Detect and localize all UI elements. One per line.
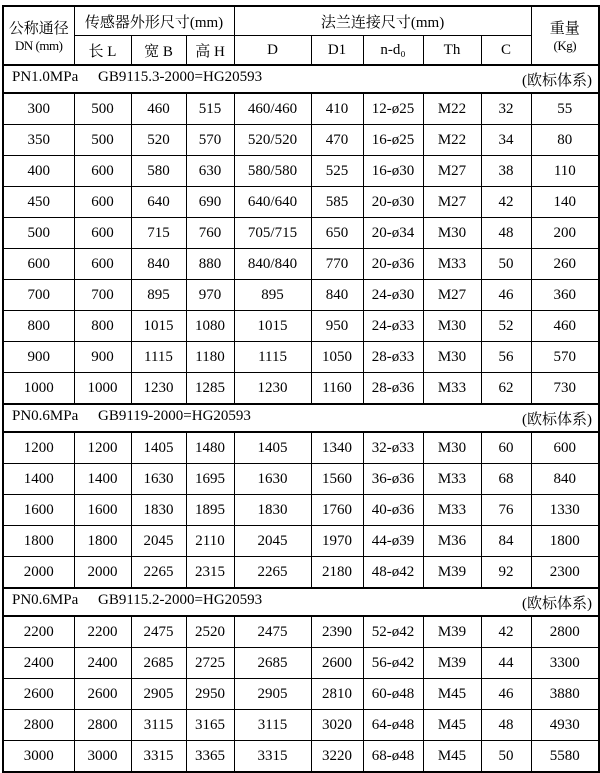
cell-d1: 650 xyxy=(311,218,363,249)
cell-dn: 2200 xyxy=(3,616,74,648)
cell-dn: 800 xyxy=(3,311,74,342)
cell-weight: 2300 xyxy=(531,557,599,589)
cell-dn: 2000 xyxy=(3,557,74,589)
cell-n-d0: 24-ø30 xyxy=(363,280,423,311)
section-pressure: PN1.0MPa xyxy=(12,68,79,85)
cell-c: 62 xyxy=(481,373,531,405)
cell-height-h: 1895 xyxy=(186,495,234,526)
section-note: (欧标体系) xyxy=(522,411,593,428)
cell-c: 38 xyxy=(481,156,531,187)
section-header-cell xyxy=(3,404,599,432)
header-n-d0: n-d₀ xyxy=(363,36,423,66)
cell-dn: 1600 xyxy=(3,495,74,526)
cell-dn: 450 xyxy=(3,187,74,218)
cell-dn: 350 xyxy=(3,125,74,156)
cell-th: M33 xyxy=(423,464,481,495)
cell-th: M39 xyxy=(423,557,481,589)
cell-d1: 410 xyxy=(311,93,363,125)
header-weight-unit: (Kg) xyxy=(553,38,577,53)
header-nominal-diameter-label: 公称通径 xyxy=(8,21,69,37)
cell-weight: 80 xyxy=(531,125,599,156)
cell-dn: 2400 xyxy=(3,648,74,679)
section-header-row xyxy=(3,588,599,616)
cell-c: 50 xyxy=(481,741,531,773)
cell-d: 1830 xyxy=(234,495,311,526)
cell-n-d0: 16-ø25 xyxy=(363,125,423,156)
cell-weight: 600 xyxy=(531,432,599,464)
cell-d: 1230 xyxy=(234,373,311,405)
cell-weight: 3880 xyxy=(531,679,599,710)
cell-width-b: 1015 xyxy=(131,311,186,342)
cell-d1: 1760 xyxy=(311,495,363,526)
cell-th: M27 xyxy=(423,187,481,218)
cell-d: 460/460 xyxy=(234,93,311,125)
cell-width-b: 715 xyxy=(131,218,186,249)
cell-d: 2685 xyxy=(234,648,311,679)
cell-th: M22 xyxy=(423,93,481,125)
cell-n-d0: 16-ø30 xyxy=(363,156,423,187)
cell-d1: 950 xyxy=(311,311,363,342)
cell-width-b: 2475 xyxy=(131,616,186,648)
cell-length-l: 2600 xyxy=(74,679,131,710)
cell-n-d0: 36-ø36 xyxy=(363,464,423,495)
cell-th: M30 xyxy=(423,311,481,342)
table-row xyxy=(3,710,599,741)
cell-weight: 55 xyxy=(531,93,599,125)
table-row xyxy=(3,218,599,249)
header-nominal-diameter xyxy=(3,6,74,65)
cell-d1: 2180 xyxy=(311,557,363,589)
cell-n-d0: 68-ø48 xyxy=(363,741,423,773)
cell-width-b: 2905 xyxy=(131,679,186,710)
cell-th: M39 xyxy=(423,616,481,648)
cell-weight: 1800 xyxy=(531,526,599,557)
cell-d1: 585 xyxy=(311,187,363,218)
cell-length-l: 3000 xyxy=(74,741,131,773)
table-row xyxy=(3,187,599,218)
cell-dn: 300 xyxy=(3,93,74,125)
cell-c: 44 xyxy=(481,648,531,679)
cell-height-h: 2110 xyxy=(186,526,234,557)
cell-width-b: 2045 xyxy=(131,526,186,557)
cell-th: M36 xyxy=(423,526,481,557)
cell-length-l: 1600 xyxy=(74,495,131,526)
cell-height-h: 970 xyxy=(186,280,234,311)
cell-c: 50 xyxy=(481,249,531,280)
header-weight-label: 重量 xyxy=(549,21,580,37)
table-row xyxy=(3,464,599,495)
table-row xyxy=(3,156,599,187)
cell-c: 84 xyxy=(481,526,531,557)
cell-d: 895 xyxy=(234,280,311,311)
table-row xyxy=(3,311,599,342)
cell-d: 640/640 xyxy=(234,187,311,218)
cell-n-d0: 52-ø42 xyxy=(363,616,423,648)
cell-n-d0: 28-ø33 xyxy=(363,342,423,373)
header-c: C xyxy=(481,36,531,66)
cell-n-d0: 64-ø48 xyxy=(363,710,423,741)
section-header-cell xyxy=(3,588,599,616)
cell-n-d0: 20-ø36 xyxy=(363,249,423,280)
cell-height-h: 2725 xyxy=(186,648,234,679)
cell-width-b: 2265 xyxy=(131,557,186,589)
section-note: (欧标体系) xyxy=(522,72,593,89)
section-standard: GB9119-2000=HG20593 xyxy=(98,407,251,424)
header-group-row xyxy=(3,6,599,36)
cell-d: 1115 xyxy=(234,342,311,373)
cell-height-h: 2950 xyxy=(186,679,234,710)
table-row xyxy=(3,679,599,710)
cell-c: 48 xyxy=(481,218,531,249)
cell-c: 46 xyxy=(481,679,531,710)
cell-th: M30 xyxy=(423,342,481,373)
section-note: (欧标体系) xyxy=(522,595,593,612)
cell-dn: 900 xyxy=(3,342,74,373)
table-row xyxy=(3,93,599,125)
cell-height-h: 3365 xyxy=(186,741,234,773)
section-header-row xyxy=(3,404,599,432)
header-height-h: 高 H xyxy=(186,36,234,66)
header-sub-row xyxy=(3,36,599,66)
table-body xyxy=(3,65,599,772)
cell-th: M33 xyxy=(423,373,481,405)
cell-weight: 1330 xyxy=(531,495,599,526)
cell-d: 2475 xyxy=(234,616,311,648)
table-row xyxy=(3,373,599,405)
cell-width-b: 3115 xyxy=(131,710,186,741)
cell-d: 3315 xyxy=(234,741,311,773)
cell-length-l: 600 xyxy=(74,187,131,218)
section-header-cell xyxy=(3,65,599,93)
header-length-l: 长 L xyxy=(74,36,131,66)
cell-n-d0: 60-ø48 xyxy=(363,679,423,710)
cell-width-b: 580 xyxy=(131,156,186,187)
cell-c: 46 xyxy=(481,280,531,311)
cell-th: M45 xyxy=(423,679,481,710)
cell-width-b: 1115 xyxy=(131,342,186,373)
cell-n-d0: 56-ø42 xyxy=(363,648,423,679)
cell-length-l: 900 xyxy=(74,342,131,373)
cell-dn: 2600 xyxy=(3,679,74,710)
cell-d: 3115 xyxy=(234,710,311,741)
cell-c: 48 xyxy=(481,710,531,741)
cell-d1: 1340 xyxy=(311,432,363,464)
cell-n-d0: 40-ø36 xyxy=(363,495,423,526)
cell-d: 1405 xyxy=(234,432,311,464)
cell-dn: 1800 xyxy=(3,526,74,557)
table-row xyxy=(3,280,599,311)
cell-d: 2905 xyxy=(234,679,311,710)
cell-width-b: 640 xyxy=(131,187,186,218)
dimension-spec-table xyxy=(2,5,600,773)
cell-n-d0: 24-ø33 xyxy=(363,311,423,342)
cell-th: M33 xyxy=(423,495,481,526)
table-row xyxy=(3,741,599,773)
section-header-row xyxy=(3,65,599,93)
table-row xyxy=(3,526,599,557)
cell-n-d0: 20-ø34 xyxy=(363,218,423,249)
cell-height-h: 1695 xyxy=(186,464,234,495)
cell-th: M22 xyxy=(423,125,481,156)
cell-width-b: 1630 xyxy=(131,464,186,495)
cell-weight: 730 xyxy=(531,373,599,405)
cell-n-d0: 28-ø36 xyxy=(363,373,423,405)
cell-weight: 570 xyxy=(531,342,599,373)
table-row xyxy=(3,495,599,526)
cell-c: 52 xyxy=(481,311,531,342)
cell-th: M39 xyxy=(423,648,481,679)
cell-weight: 840 xyxy=(531,464,599,495)
section-standard: GB9115.3-2000=HG20593 xyxy=(98,68,263,85)
cell-length-l: 700 xyxy=(74,280,131,311)
cell-d1: 2600 xyxy=(311,648,363,679)
cell-height-h: 760 xyxy=(186,218,234,249)
cell-th: M27 xyxy=(423,280,481,311)
table-row xyxy=(3,125,599,156)
cell-dn: 500 xyxy=(3,218,74,249)
cell-height-h: 1285 xyxy=(186,373,234,405)
cell-weight: 4930 xyxy=(531,710,599,741)
cell-dn: 1200 xyxy=(3,432,74,464)
cell-weight: 5580 xyxy=(531,741,599,773)
cell-width-b: 840 xyxy=(131,249,186,280)
cell-d1: 840 xyxy=(311,280,363,311)
table-row xyxy=(3,616,599,648)
cell-c: 42 xyxy=(481,187,531,218)
cell-length-l: 2000 xyxy=(74,557,131,589)
cell-d: 1630 xyxy=(234,464,311,495)
header-d1: D1 xyxy=(311,36,363,66)
cell-width-b: 520 xyxy=(131,125,186,156)
table-row xyxy=(3,648,599,679)
table-row xyxy=(3,432,599,464)
cell-weight: 3300 xyxy=(531,648,599,679)
cell-c: 32 xyxy=(481,93,531,125)
cell-n-d0: 20-ø30 xyxy=(363,187,423,218)
cell-n-d0: 12-ø25 xyxy=(363,93,423,125)
cell-length-l: 600 xyxy=(74,218,131,249)
cell-height-h: 1480 xyxy=(186,432,234,464)
cell-length-l: 2800 xyxy=(74,710,131,741)
cell-weight: 460 xyxy=(531,311,599,342)
cell-th: M45 xyxy=(423,741,481,773)
cell-length-l: 500 xyxy=(74,93,131,125)
cell-dn: 3000 xyxy=(3,741,74,773)
cell-height-h: 3165 xyxy=(186,710,234,741)
cell-dn: 1400 xyxy=(3,464,74,495)
cell-dn: 2800 xyxy=(3,710,74,741)
cell-d: 840/840 xyxy=(234,249,311,280)
cell-d1: 2810 xyxy=(311,679,363,710)
cell-d1: 1560 xyxy=(311,464,363,495)
cell-d1: 1970 xyxy=(311,526,363,557)
cell-dn: 1000 xyxy=(3,373,74,405)
cell-d1: 470 xyxy=(311,125,363,156)
cell-d1: 3020 xyxy=(311,710,363,741)
cell-n-d0: 48-ø42 xyxy=(363,557,423,589)
cell-weight: 200 xyxy=(531,218,599,249)
table-row xyxy=(3,249,599,280)
cell-height-h: 880 xyxy=(186,249,234,280)
cell-weight: 110 xyxy=(531,156,599,187)
cell-d: 1015 xyxy=(234,311,311,342)
cell-d1: 3220 xyxy=(311,741,363,773)
cell-c: 68 xyxy=(481,464,531,495)
cell-length-l: 1000 xyxy=(74,373,131,405)
cell-length-l: 1400 xyxy=(74,464,131,495)
cell-d1: 1160 xyxy=(311,373,363,405)
cell-dn: 700 xyxy=(3,280,74,311)
section-pressure: PN0.6MPa xyxy=(12,407,79,424)
cell-height-h: 690 xyxy=(186,187,234,218)
cell-d: 2045 xyxy=(234,526,311,557)
cell-th: M30 xyxy=(423,218,481,249)
cell-d: 520/520 xyxy=(234,125,311,156)
header-weight xyxy=(531,6,599,65)
table-row xyxy=(3,342,599,373)
cell-width-b: 460 xyxy=(131,93,186,125)
cell-length-l: 600 xyxy=(74,156,131,187)
cell-weight: 360 xyxy=(531,280,599,311)
cell-height-h: 570 xyxy=(186,125,234,156)
header-nominal-diameter-unit: DN (mm) xyxy=(15,38,63,53)
cell-width-b: 3315 xyxy=(131,741,186,773)
cell-n-d0: 32-ø33 xyxy=(363,432,423,464)
cell-c: 76 xyxy=(481,495,531,526)
cell-width-b: 1230 xyxy=(131,373,186,405)
cell-c: 42 xyxy=(481,616,531,648)
cell-width-b: 2685 xyxy=(131,648,186,679)
cell-th: M27 xyxy=(423,156,481,187)
cell-height-h: 1180 xyxy=(186,342,234,373)
cell-d: 705/715 xyxy=(234,218,311,249)
cell-d: 2265 xyxy=(234,557,311,589)
cell-width-b: 1830 xyxy=(131,495,186,526)
header-sensor-dimensions-group: 传感器外形尺寸(mm) xyxy=(74,6,234,36)
cell-length-l: 500 xyxy=(74,125,131,156)
cell-dn: 600 xyxy=(3,249,74,280)
cell-d1: 770 xyxy=(311,249,363,280)
table-row xyxy=(3,557,599,589)
cell-length-l: 2200 xyxy=(74,616,131,648)
cell-length-l: 2400 xyxy=(74,648,131,679)
cell-c: 34 xyxy=(481,125,531,156)
cell-c: 92 xyxy=(481,557,531,589)
cell-n-d0: 44-ø39 xyxy=(363,526,423,557)
cell-width-b: 895 xyxy=(131,280,186,311)
cell-length-l: 1200 xyxy=(74,432,131,464)
header-th: Th xyxy=(423,36,481,66)
section-standard: GB9115.2-2000=HG20593 xyxy=(98,591,263,608)
cell-weight: 2800 xyxy=(531,616,599,648)
cell-length-l: 1800 xyxy=(74,526,131,557)
cell-height-h: 630 xyxy=(186,156,234,187)
cell-d: 580/580 xyxy=(234,156,311,187)
cell-weight: 140 xyxy=(531,187,599,218)
cell-weight: 260 xyxy=(531,249,599,280)
header-d: D xyxy=(234,36,311,66)
cell-th: M33 xyxy=(423,249,481,280)
cell-c: 60 xyxy=(481,432,531,464)
cell-height-h: 2315 xyxy=(186,557,234,589)
cell-th: M30 xyxy=(423,432,481,464)
cell-th: M45 xyxy=(423,710,481,741)
cell-d1: 525 xyxy=(311,156,363,187)
section-pressure: PN0.6MPa xyxy=(12,591,79,608)
cell-length-l: 800 xyxy=(74,311,131,342)
cell-height-h: 2520 xyxy=(186,616,234,648)
cell-d1: 1050 xyxy=(311,342,363,373)
header-width-b: 宽 B xyxy=(131,36,186,66)
cell-c: 56 xyxy=(481,342,531,373)
cell-height-h: 515 xyxy=(186,93,234,125)
cell-height-h: 1080 xyxy=(186,311,234,342)
cell-dn: 400 xyxy=(3,156,74,187)
cell-width-b: 1405 xyxy=(131,432,186,464)
header-flange-connection-group: 法兰连接尺寸(mm) xyxy=(234,6,531,36)
cell-length-l: 600 xyxy=(74,249,131,280)
cell-d1: 2390 xyxy=(311,616,363,648)
